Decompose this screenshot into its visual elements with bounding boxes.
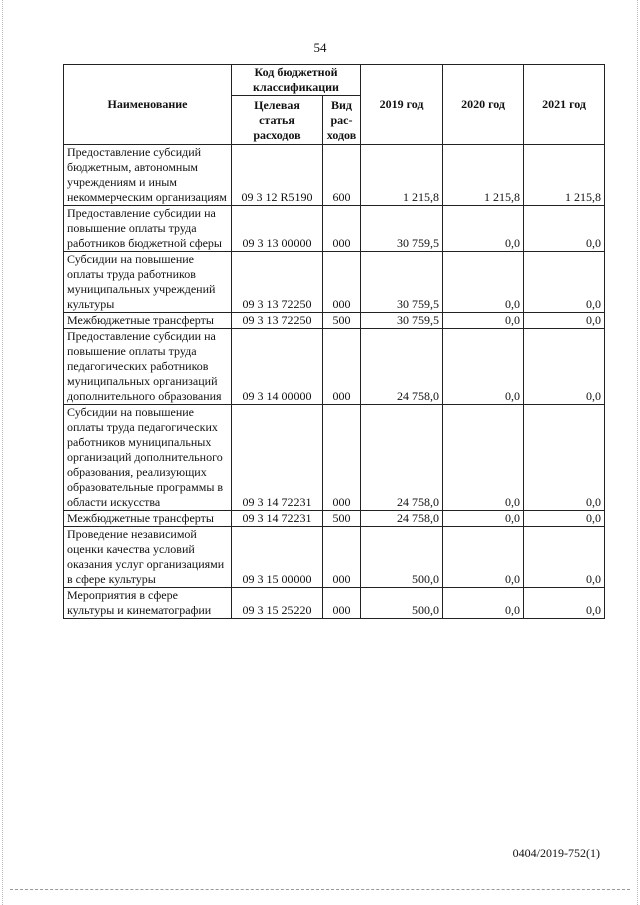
row-name: Предоставление субсидии на повышение оплаты труда педагогических работников муниципальных организаций дополнительного образования: [64, 329, 232, 405]
table-row: [64, 511, 605, 527]
row-value-2019: 500,0: [361, 588, 443, 619]
row-expense-type: 000: [323, 252, 361, 313]
row-expense-type: 000: [323, 329, 361, 405]
row-value-2020: 0,0: [443, 206, 524, 252]
row-value-2021: 0,0: [524, 527, 605, 588]
header-target-article: Целевая статья расходов: [232, 96, 323, 145]
header-kbk: Код бюджетной классификации: [232, 65, 361, 96]
table-row: [64, 329, 605, 405]
scan-edge-right: [637, 0, 638, 905]
row-value-2021: 0,0: [524, 329, 605, 405]
row-name: Предоставление субсидий бюджетным, автономным учреждениям и иным некоммерческим организациям: [64, 145, 232, 206]
row-value-2019: 24 758,0: [361, 405, 443, 511]
row-value-2020: 0,0: [443, 313, 524, 329]
row-target-article: 09 3 15 00000: [232, 527, 323, 588]
row-expense-type: 000: [323, 206, 361, 252]
row-name: Мероприятия в сфере культуры и кинематографии: [64, 588, 232, 619]
header-2020: 2020 год: [443, 65, 524, 145]
row-name: Субсидии на повышение оплаты труда работников муниципальных учреждений культуры: [64, 252, 232, 313]
row-value-2019: 500,0: [361, 527, 443, 588]
row-value-2020: 0,0: [443, 527, 524, 588]
budget-table: [63, 64, 605, 619]
row-value-2021: 0,0: [524, 405, 605, 511]
header-2021: 2021 год: [524, 65, 605, 145]
table-row: [64, 405, 605, 511]
row-target-article: 09 3 12 R5190: [232, 145, 323, 206]
row-target-article: 09 3 13 72250: [232, 313, 323, 329]
row-value-2021: 0,0: [524, 206, 605, 252]
table-header: [64, 65, 605, 145]
table-row: [64, 252, 605, 313]
row-value-2020: 0,0: [443, 329, 524, 405]
row-target-article: 09 3 14 00000: [232, 329, 323, 405]
row-value-2021: 1 215,8: [524, 145, 605, 206]
row-value-2020: 1 215,8: [443, 145, 524, 206]
row-target-article: 09 3 15 25220: [232, 588, 323, 619]
row-expense-type: 500: [323, 511, 361, 527]
row-value-2021: 0,0: [524, 588, 605, 619]
row-expense-type: 000: [323, 405, 361, 511]
row-name: Межбюджетные трансферты: [64, 511, 232, 527]
table-row: [64, 527, 605, 588]
row-value-2021: 0,0: [524, 252, 605, 313]
header-expense-type: Вид рас-ходов: [323, 96, 361, 145]
row-expense-type: 600: [323, 145, 361, 206]
row-value-2020: 0,0: [443, 252, 524, 313]
row-expense-type: 000: [323, 527, 361, 588]
bottom-scan-rule: [10, 889, 630, 890]
row-expense-type: 500: [323, 313, 361, 329]
row-value-2019: 1 215,8: [361, 145, 443, 206]
header-2019: 2019 год: [361, 65, 443, 145]
page-number: 54: [313, 40, 327, 55]
row-value-2019: 24 758,0: [361, 329, 443, 405]
table-row: [64, 588, 605, 619]
table-row: [64, 206, 605, 252]
header-name: Наименование: [64, 65, 232, 145]
row-value-2021: 0,0: [524, 511, 605, 527]
table-row: [64, 145, 605, 206]
row-value-2019: 30 759,5: [361, 206, 443, 252]
row-name: Межбюджетные трансферты: [64, 313, 232, 329]
row-value-2019: 30 759,5: [361, 252, 443, 313]
row-name: Субсидии на повышение оплаты труда педагогических работников муниципальных организаций дополнительного образования, реализующих образовательные программы в области искусства: [64, 405, 232, 511]
table-row: [64, 313, 605, 329]
row-target-article: 09 3 14 72231: [232, 511, 323, 527]
scan-edge-left: [2, 0, 3, 905]
row-value-2019: 30 759,5: [361, 313, 443, 329]
row-value-2021: 0,0: [524, 313, 605, 329]
table-body: [64, 145, 605, 619]
row-name: Проведение независимой оценки качества условий оказания услуг организациями в сфере культуры: [64, 527, 232, 588]
row-value-2020: 0,0: [443, 405, 524, 511]
row-value-2020: 0,0: [443, 588, 524, 619]
document-code: 0404/2019-752(1): [512, 846, 600, 860]
row-value-2019: 24 758,0: [361, 511, 443, 527]
row-target-article: 09 3 13 72250: [232, 252, 323, 313]
row-target-article: 09 3 13 00000: [232, 206, 323, 252]
row-name: Предоставление субсидии на повышение оплаты труда работников бюджетной сферы: [64, 206, 232, 252]
row-value-2020: 0,0: [443, 511, 524, 527]
row-target-article: 09 3 14 72231: [232, 405, 323, 511]
row-expense-type: 000: [323, 588, 361, 619]
